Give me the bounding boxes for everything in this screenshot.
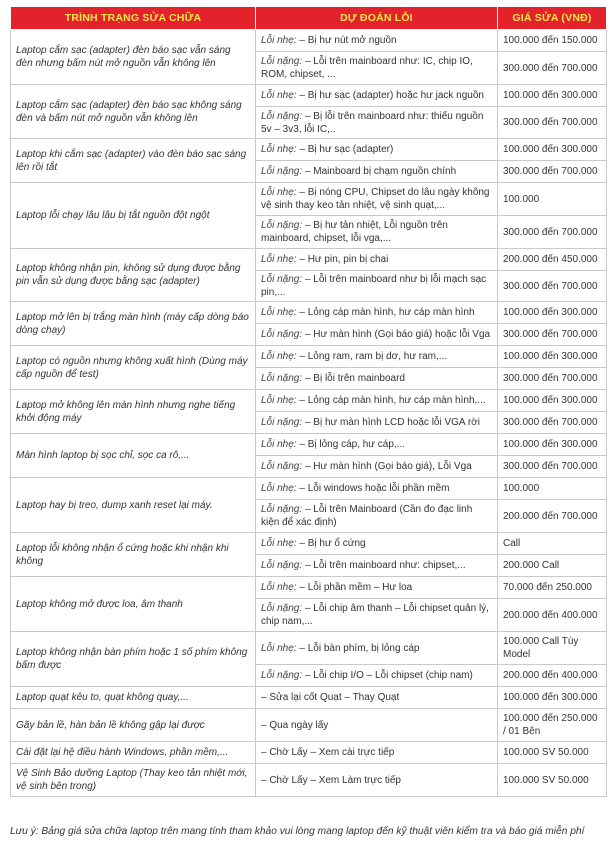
condition-cell: Laptop lỗi chạy lâu lâu bị tắt nguồn đột ngột [11, 183, 256, 249]
severity-label: Lỗi nặng: [261, 274, 303, 285]
diagnosis-text: – Bị lỏng cáp, hư cáp,... [299, 439, 406, 450]
price-cell: 100.000 đến 300.000 [498, 434, 607, 456]
table-row [11, 183, 607, 216]
severity-label: Lỗi nặng: [261, 461, 303, 472]
table-row [11, 249, 607, 271]
diagnosis-text: – Bị hư sạc (adapter) hoặc hư jack nguồn [299, 90, 484, 101]
diagnosis-cell [256, 577, 498, 599]
table-row [11, 533, 607, 555]
condition-cell: Laptop mở không lên màn hình nhưng nghe tiếng khởi động máy [11, 390, 256, 434]
diagnosis-cell [256, 478, 498, 500]
condition-cell: Laptop không nhận pin, không sử dụng được bằng pin vẫn sử dụng được bằng sạc (adapter) [11, 249, 256, 302]
table-row [11, 139, 607, 161]
diagnosis-cell [256, 434, 498, 456]
condition-cell: Laptop hay bị treo, dump xanh reset lại máy. [11, 478, 256, 533]
diagnosis-cell: – Qua ngày lấy [256, 709, 498, 742]
footnote: Lưu ý: Bảng giá sửa chữa laptop trên mang tính tham khảo vui lòng mang laptop đến kỹ thuật viên kiểm tra và báo giá miễn phí [10, 826, 585, 837]
severity-label: Lỗi nhẹ: [261, 395, 297, 406]
diagnosis-text: – Bị hư màn hình LCD hoặc lỗi VGA rời [304, 417, 480, 428]
price-cell: 100.000 [498, 478, 607, 500]
severity-label: Lỗi nhẹ: [261, 254, 297, 265]
diagnosis-text: – Hư pin, pin bị chai [299, 254, 389, 265]
severity-label: Lỗi nhẹ: [261, 144, 297, 155]
diagnosis-cell [256, 390, 498, 412]
price-cell: 100.000 đến 300.000 [498, 139, 607, 161]
diagnosis-text: – Lỏng cáp màn hình, hư cáp màn hình [299, 307, 475, 318]
severity-label: Lỗi nặng: [261, 560, 303, 571]
severity-label: Lỗi nhẹ: [261, 90, 297, 101]
price-cell: 300.000 đến 700.000 [498, 412, 607, 434]
condition-cell: Laptop mở lên bị trắng màn hình (máy cấp dòng báo dòng chạy) [11, 302, 256, 346]
diagnosis-cell [256, 368, 498, 390]
diagnosis-cell [256, 456, 498, 478]
price-cell: 100.000 đến 300.000 [498, 302, 607, 324]
diagnosis-cell [256, 599, 498, 632]
diagnosis-text: – Lỗi phần mềm – Hư loa [299, 582, 413, 593]
price-cell: 200.000 đến 700.000 [498, 500, 607, 533]
table-row [11, 302, 607, 324]
condition-cell: Cài đặt lại hệ điều hành Windows, phần mềm,... [11, 742, 256, 764]
price-cell: 300.000 đến 700.000 [498, 368, 607, 390]
diagnosis-text: – Bị hư ổ cứng [299, 538, 366, 549]
diagnosis-cell [256, 107, 498, 139]
price-cell: 100.000 Call Tùy Model [498, 632, 607, 665]
diagnosis-text: – Bị hư tản nhiệt, Lỗi nguồn trên mainboard, chipset, lỗi vga,... [261, 220, 448, 244]
diagnosis-cell [256, 161, 498, 183]
table-row [11, 687, 607, 709]
condition-cell: Laptop không mở được loa, âm thanh [11, 577, 256, 632]
diagnosis-cell [256, 500, 498, 533]
diagnosis-cell [256, 533, 498, 555]
price-cell: 300.000 đến 700.000 [498, 107, 607, 139]
diagnosis-text: – Lỗi trên mainboard như: chipset,... [304, 560, 466, 571]
diagnosis-text: – Lỗi bàn phím, bị lỏng cáp [299, 642, 420, 654]
diagnosis-text: – Bị lỗi trên mainboard [304, 373, 405, 384]
diagnosis-text: – Bị hư sạc (adapter) [299, 144, 394, 155]
severity-label: Lỗi nhẹ: [261, 351, 297, 362]
diagnosis-text: – Lỏng ram, ram bị dơ, hư ram,... [299, 351, 448, 362]
severity-label: Lỗi nhẹ: [261, 307, 297, 318]
diagnosis-text: – Lỗi trên Mainboard (Cần đo đạc linh kiện để xác định) [261, 504, 473, 528]
diagnosis-cell [256, 52, 498, 85]
severity-label: Lỗi nhẹ: [261, 187, 297, 198]
diagnosis-text: – Mainboard bị chạm nguồn chính [304, 166, 457, 177]
diagnosis-cell [256, 30, 498, 52]
price-cell: 100.000 đến 300.000 [498, 390, 607, 412]
header-price: GIÁ SỬA (VNĐ) [498, 7, 607, 30]
diagnosis-cell [256, 249, 498, 271]
diagnosis-text: – Lỗi windows hoặc lỗi phần mềm [299, 483, 450, 494]
table-row [11, 632, 607, 665]
diagnosis-cell [256, 216, 498, 249]
severity-label: Lỗi nặng: [261, 166, 303, 177]
severity-label: Lỗi nhẹ: [261, 642, 297, 654]
diagnosis-cell [256, 139, 498, 161]
header-diagnosis: DỰ ĐOÁN LỖI [256, 7, 498, 30]
diagnosis-cell [256, 412, 498, 434]
header-condition: TRÌNH TRẠNG SỬA CHỮA [11, 7, 256, 30]
condition-cell: Laptop lỗi không nhận ổ cứng hoặc khi nhận khi không [11, 533, 256, 577]
condition-cell: Màn hình laptop bị sọc chỉ, sọc ca rô,... [11, 434, 256, 478]
severity-label: Lỗi nặng: [261, 110, 303, 122]
diagnosis-cell [256, 555, 498, 577]
price-cell: 100.000 đến 150.000 [498, 30, 607, 52]
diagnosis-text: – Hư màn hình (Gọi báo giá), Lỗi Vga [304, 461, 472, 472]
severity-label: Lỗi nhẹ: [261, 538, 297, 549]
diagnosis-cell [256, 302, 498, 324]
severity-label: Lỗi nặng: [261, 603, 303, 614]
table-row [11, 434, 607, 456]
table-row [11, 346, 607, 368]
severity-label: Lỗi nặng: [261, 329, 303, 340]
diagnosis-text: – Hư màn hình (Gọi báo giá) hoặc lỗi Vga [304, 329, 491, 340]
diagnosis-cell [256, 324, 498, 346]
severity-label: Lỗi nhẹ: [261, 35, 297, 46]
diagnosis-cell [256, 271, 498, 302]
diagnosis-text: – Lỗi chip âm thanh – Lỗi chipset quản lý, chip nam,... [261, 603, 489, 627]
diagnosis-cell [256, 346, 498, 368]
price-cell: 100.000 SV 50.000 [498, 742, 607, 764]
price-cell: 100.000 đến 300.000 [498, 85, 607, 107]
severity-label: Lỗi nặng: [261, 504, 303, 515]
condition-cell: Laptop cắm sạc (adapter) đèn báo sạc vẫn sáng đèn nhưng bấm nút mở nguồn vẫn không lên [11, 30, 256, 85]
severity-label: Lỗi nhẹ: [261, 483, 297, 494]
severity-label: Lỗi nặng: [261, 220, 303, 231]
condition-cell: Laptop khi cắm sạc (adapter) vào đèn báo sạc sáng lên rồi tắt [11, 139, 256, 183]
price-cell: 300.000 đến 700.000 [498, 216, 607, 249]
price-cell: 100.000 [498, 183, 607, 216]
price-cell: 200.000 đến 400.000 [498, 599, 607, 632]
diagnosis-cell [256, 183, 498, 216]
price-cell: 200.000 đến 400.000 [498, 665, 607, 687]
table-row [11, 577, 607, 599]
condition-cell: Laptop có nguồn nhưng không xuất hình (Dùng máy cấp nguồn để test) [11, 346, 256, 390]
condition-cell: Laptop không nhận bàn phím hoặc 1 số phím không bấm được [11, 632, 256, 687]
severity-label: Lỗi nhẹ: [261, 439, 297, 450]
price-cell: 200.000 Call [498, 555, 607, 577]
diagnosis-cell [256, 632, 498, 665]
price-cell: 100.000 đến 300.000 [498, 687, 607, 709]
price-cell: 300.000 đến 700.000 [498, 271, 607, 302]
price-cell: 300.000 đến 700.000 [498, 324, 607, 346]
repair-price-table [10, 6, 607, 797]
condition-cell: Gãy bản lề, hàn bản lề không gập lại được [11, 709, 256, 742]
diagnosis-text: – Lỗi chip I/O – Lỗi chipset (chip nam) [304, 670, 473, 681]
price-cell: Call [498, 533, 607, 555]
severity-label: Lỗi nhẹ: [261, 582, 297, 593]
price-cell: 300.000 đến 700.000 [498, 456, 607, 478]
table-row [11, 742, 607, 764]
condition-cell: Laptop cắm sạc (adapter) đèn báo sạc không sáng đèn và bấm nút mở nguồn vẫn không lên [11, 85, 256, 139]
table-row [11, 764, 607, 797]
diagnosis-text: – Lỗi trên mainboard như bị lỗi mạch sạc pin,... [261, 274, 487, 298]
diagnosis-text: – Lỏng cáp màn hình, hư cáp màn hình,... [299, 395, 486, 406]
table-row [11, 709, 607, 742]
diagnosis-text: – Lỗi trên mainboard như: IC, chip IO, ROM, chipset, ... [261, 56, 473, 80]
diagnosis-cell: – Sửa lại cốt Quạt – Thay Quạt [256, 687, 498, 709]
diagnosis-cell: – Chờ Lấy – Xem cài trực tiếp [256, 742, 498, 764]
diagnosis-text: – Bị nóng CPU, Chipset do lâu ngày không vệ sinh thay keo tản nhiệt, vệ sinh quạt,... [261, 187, 490, 211]
diagnosis-text: – Bị lỗi trên mainboard như: thiếu nguồn 5v – 3v3, lỗi IC,.. [261, 110, 484, 135]
price-cell: 100.000 SV 50.000 [498, 764, 607, 797]
table-row [11, 390, 607, 412]
severity-label: Lỗi nặng: [261, 56, 303, 67]
condition-cell: Laptop quạt kêu to, quạt không quay,... [11, 687, 256, 709]
severity-label: Lỗi nặng: [261, 670, 303, 681]
price-cell: 200.000 đến 450.000 [498, 249, 607, 271]
table-row [11, 85, 607, 107]
table-row [11, 478, 607, 500]
table-header-row [11, 7, 607, 30]
condition-cell: Vệ Sinh Bảo dưỡng Laptop (Thay keo tản nhiệt mới, vệ sinh bên trong) [11, 764, 256, 797]
diagnosis-text: – Bị hư nút mở nguồn [299, 35, 397, 46]
severity-label: Lỗi nặng: [261, 417, 303, 428]
price-cell: 300.000 đến 700.000 [498, 161, 607, 183]
table-row [11, 30, 607, 52]
diagnosis-cell [256, 85, 498, 107]
severity-label: Lỗi nặng: [261, 373, 303, 384]
table-body [11, 30, 607, 797]
price-cell: 70.000 đến 250.000 [498, 577, 607, 599]
price-cell: 100.000 đến 300.000 [498, 346, 607, 368]
price-cell: 100.000 đến 250.000 / 01 Bên [498, 709, 607, 742]
diagnosis-cell [256, 665, 498, 687]
price-cell: 300.000 đến 700.000 [498, 52, 607, 85]
diagnosis-cell: – Chờ Lấy – Xem Làm trực tiếp [256, 764, 498, 797]
